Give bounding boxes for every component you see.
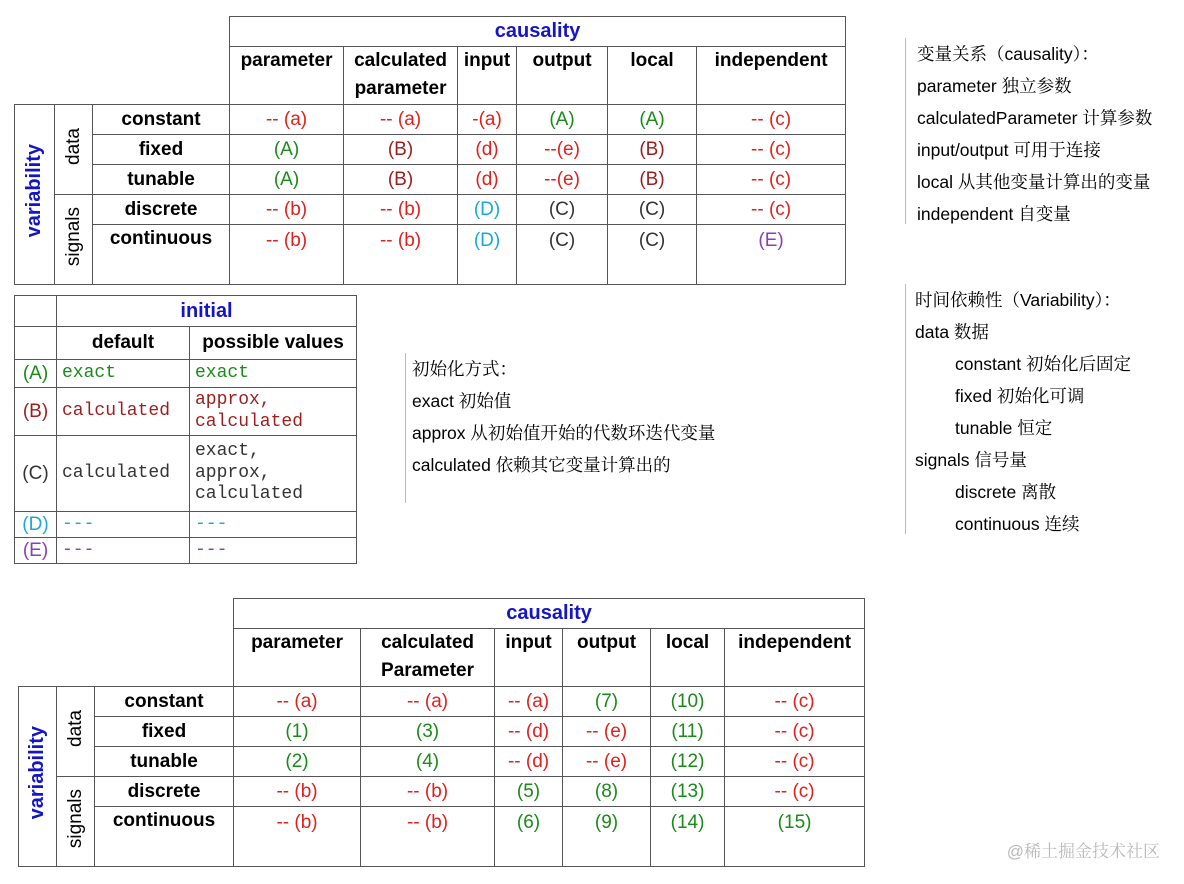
possible-values xyxy=(190,436,357,512)
column-header-line1: local xyxy=(665,632,710,653)
row-label: continuous xyxy=(93,225,230,285)
row-label: continuous xyxy=(95,807,234,867)
table-cell: (9) xyxy=(563,807,651,867)
table-cell: (5) xyxy=(495,777,563,807)
table-row xyxy=(19,777,865,807)
group-signals xyxy=(57,777,95,867)
table-cell: -- (b) xyxy=(344,195,458,225)
row-label: discrete xyxy=(95,777,234,807)
table-cell: (1) xyxy=(234,717,361,747)
blank-corner xyxy=(19,599,234,687)
table-cell: (D) xyxy=(458,195,517,225)
table-cell: (C) xyxy=(517,225,608,285)
row-label: tunable xyxy=(93,165,230,195)
table-cell: -- (c) xyxy=(725,687,865,717)
note-line: exact 初始值 xyxy=(412,391,512,411)
possible-value: calculated xyxy=(195,411,304,432)
table-cell: (3) xyxy=(361,717,495,747)
note-line: tunable 恒定 xyxy=(955,418,1053,438)
row-label: fixed xyxy=(95,717,234,747)
table-row xyxy=(15,388,357,436)
column-header-line2: parameter xyxy=(354,77,447,99)
table-cell: (10) xyxy=(651,687,725,717)
table-row xyxy=(15,360,357,388)
column-header xyxy=(361,629,495,687)
possible-value: approx, xyxy=(195,462,271,483)
column-header-line1: parameter xyxy=(251,632,343,653)
table-cell: -(a) xyxy=(458,105,517,135)
variability-label xyxy=(19,687,57,867)
table-cell: (B) xyxy=(344,165,458,195)
table-cell: -- (b) xyxy=(230,195,344,225)
table-cell: (11) xyxy=(651,717,725,747)
table-cell: -- (a) xyxy=(344,105,458,135)
column-header-line1: calculated xyxy=(381,632,474,653)
note-line: calculated 依赖其它变量计算出的 xyxy=(412,455,671,475)
initial-key: (A) xyxy=(15,360,57,388)
note-line: constant 初始化后固定 xyxy=(955,354,1132,374)
row-label: tunable xyxy=(95,747,234,777)
table-cell: (2) xyxy=(234,747,361,777)
table-cell: -- (d) xyxy=(495,747,563,777)
causality-header: causality xyxy=(230,17,846,47)
initial-key: (B) xyxy=(15,388,57,436)
initial-key: (C) xyxy=(15,436,57,512)
note-line: continuous 连续 xyxy=(955,514,1080,534)
table-cell: (d) xyxy=(458,135,517,165)
possible-value: --- xyxy=(195,513,228,534)
table-cell: (7) xyxy=(563,687,651,717)
column-header xyxy=(495,629,563,687)
possible-values xyxy=(190,360,357,388)
variability-notes xyxy=(905,284,1131,534)
table-cell: -- (a) xyxy=(234,687,361,717)
default-value: calculated xyxy=(57,388,190,436)
possible-values xyxy=(190,538,357,564)
group-data xyxy=(55,105,93,195)
column-header xyxy=(234,629,361,687)
column-header-line1: output xyxy=(576,632,637,653)
causality-variability-table-2 xyxy=(18,598,865,867)
column-header-line1: input xyxy=(505,632,552,653)
table-cell: -- (d) xyxy=(495,717,563,747)
table-row xyxy=(19,807,865,867)
table-cell: (C) xyxy=(608,195,697,225)
table-cell: (A) xyxy=(608,105,697,135)
table-cell: -- (b) xyxy=(361,777,495,807)
initial-key: (E) xyxy=(15,538,57,564)
default-value: calculated xyxy=(57,436,190,512)
column-header-line1: input xyxy=(463,50,511,71)
variability-label xyxy=(15,105,55,285)
column-header-line1: independent xyxy=(714,50,828,71)
row-label: fixed xyxy=(93,135,230,165)
table-row xyxy=(15,538,357,564)
initial-header: initial xyxy=(57,296,357,327)
table-cell: (13) xyxy=(651,777,725,807)
initialization-notes xyxy=(405,353,715,503)
table-cell: -- (a) xyxy=(361,687,495,717)
table-cell: -- (b) xyxy=(234,777,361,807)
note-line: discrete 离散 xyxy=(955,482,1057,502)
column-header xyxy=(458,47,517,105)
table-cell: --(e) xyxy=(517,165,608,195)
possible-value: exact, xyxy=(195,441,260,462)
group-data-text: data xyxy=(64,709,86,747)
default-header: default xyxy=(57,327,190,360)
table-row xyxy=(15,225,846,285)
possible-value: exact xyxy=(195,362,250,383)
table-cell: -- (c) xyxy=(725,747,865,777)
table-cell: -- (b) xyxy=(234,807,361,867)
note-line: data 数据 xyxy=(915,322,989,342)
note-line: 初始化方式： xyxy=(412,359,517,379)
default-value: --- xyxy=(57,512,190,538)
table-cell: (4) xyxy=(361,747,495,777)
variability-text: variability xyxy=(23,144,45,238)
table-row xyxy=(19,687,865,717)
table-cell: (B) xyxy=(344,135,458,165)
table-cell: -- (c) xyxy=(697,165,846,195)
table-cell: (E) xyxy=(697,225,846,285)
note-line: input/output 可用于连接 xyxy=(917,140,1101,160)
initial-key: (D) xyxy=(15,512,57,538)
column-header-line2: Parameter xyxy=(381,659,474,681)
initial-table xyxy=(14,295,357,564)
table-cell: -- (c) xyxy=(725,777,865,807)
group-signals xyxy=(55,195,93,285)
possible-values xyxy=(190,388,357,436)
causality-header: causality xyxy=(234,599,865,629)
note-line: signals 信号量 xyxy=(915,450,1027,470)
row-label: constant xyxy=(93,105,230,135)
table-cell: (C) xyxy=(608,225,697,285)
possible-values-header: possible values xyxy=(190,327,357,360)
variability-text: variability xyxy=(26,726,48,820)
table-cell: (C) xyxy=(517,195,608,225)
causality-notes xyxy=(905,38,1152,224)
table-cell: (14) xyxy=(651,807,725,867)
column-header-line1: local xyxy=(630,50,674,71)
note-line: calculatedParameter 计算参数 xyxy=(917,108,1153,128)
possible-values xyxy=(190,512,357,538)
table-cell: (12) xyxy=(651,747,725,777)
possible-value: approx, xyxy=(195,389,271,410)
table-cell: -- (b) xyxy=(344,225,458,285)
table-cell: (A) xyxy=(230,165,344,195)
note-line: 时间依赖性（Variability）： xyxy=(915,290,1121,310)
table-row xyxy=(15,512,357,538)
group-data xyxy=(57,687,95,777)
table-cell: -- (e) xyxy=(563,717,651,747)
column-header xyxy=(517,47,608,105)
table-cell: --(e) xyxy=(517,135,608,165)
table-row xyxy=(19,717,865,747)
column-header-line1: calculated xyxy=(354,50,447,71)
column-header xyxy=(344,47,458,105)
table-row xyxy=(15,135,846,165)
default-value: exact xyxy=(57,360,190,388)
table-cell: (A) xyxy=(517,105,608,135)
possible-value: calculated xyxy=(195,484,304,505)
default-value: --- xyxy=(57,538,190,564)
table-cell: -- (c) xyxy=(697,135,846,165)
table-cell: (15) xyxy=(725,807,865,867)
group-signals-text: signals xyxy=(64,788,86,848)
table-cell: (8) xyxy=(563,777,651,807)
note-line: approx 从初始值开始的代数环迭代变量 xyxy=(412,423,716,443)
table-row xyxy=(19,747,865,777)
note-line: fixed 初始化可调 xyxy=(955,386,1085,406)
column-header-line1: output xyxy=(532,50,592,71)
column-header-line1: parameter xyxy=(240,50,333,71)
table-cell: -- (c) xyxy=(697,105,846,135)
note-line: local 从其他变量计算出的变量 xyxy=(917,172,1151,192)
column-header xyxy=(725,629,865,687)
blank-corner xyxy=(15,296,57,327)
note-line: 变量关系（causality）： xyxy=(917,44,1099,64)
table-cell: -- (a) xyxy=(230,105,344,135)
note-line: parameter 独立参数 xyxy=(917,76,1072,96)
table-cell: -- (b) xyxy=(230,225,344,285)
row-label: constant xyxy=(95,687,234,717)
table-cell: -- (a) xyxy=(495,687,563,717)
table-row xyxy=(15,165,846,195)
note-line: independent 自变量 xyxy=(917,204,1071,224)
column-header xyxy=(697,47,846,105)
watermark: @稀土掘金技术社区 xyxy=(1006,842,1160,861)
column-header xyxy=(651,629,725,687)
table-cell: (6) xyxy=(495,807,563,867)
table-cell: (D) xyxy=(458,225,517,285)
table-row xyxy=(15,105,846,135)
table-row xyxy=(15,195,846,225)
possible-value: --- xyxy=(195,539,228,560)
table-cell: (d) xyxy=(458,165,517,195)
causality-variability-table-1 xyxy=(14,16,846,285)
row-label: discrete xyxy=(93,195,230,225)
table-cell: -- (b) xyxy=(361,807,495,867)
blank-cell xyxy=(15,327,57,360)
table-cell: (B) xyxy=(608,135,697,165)
table-cell: -- (c) xyxy=(697,195,846,225)
table-cell: (A) xyxy=(230,135,344,165)
column-header-line1: independent xyxy=(738,632,852,653)
column-header xyxy=(230,47,344,105)
table-row xyxy=(15,436,357,512)
column-header xyxy=(608,47,697,105)
table-cell: (B) xyxy=(608,165,697,195)
table-cell: -- (c) xyxy=(725,717,865,747)
blank-corner xyxy=(15,17,230,105)
column-header xyxy=(563,629,651,687)
group-signals-text: signals xyxy=(62,206,84,266)
group-data-text: data xyxy=(62,127,84,165)
table-cell: -- (e) xyxy=(563,747,651,777)
